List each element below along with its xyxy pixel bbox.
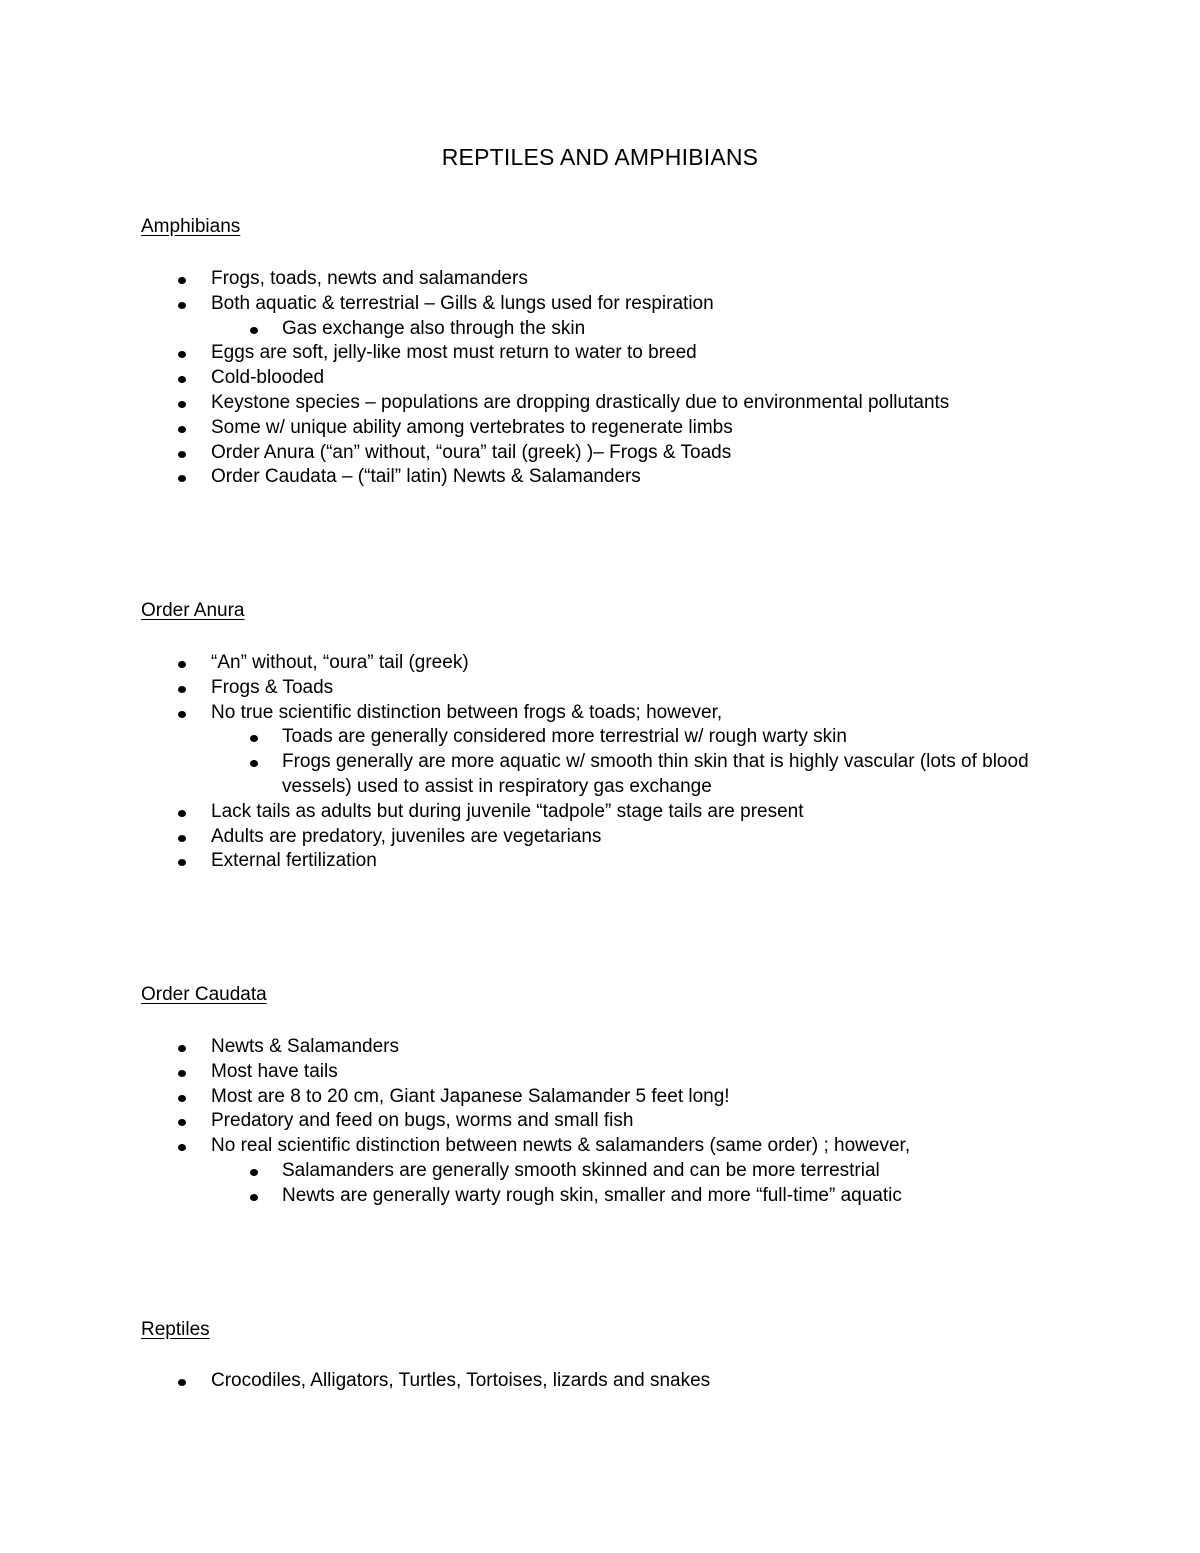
- list-item: Lack tails as adults but during juvenile “tadpole” stage tails are present: [0, 800, 1200, 825]
- bullet-icon: [178, 376, 186, 383]
- bullet-icon: [178, 351, 186, 358]
- section-heading-amphibians: Amphibians: [141, 216, 241, 237]
- section-heading-order-caudata: Order Caudata: [141, 984, 267, 1005]
- bullet-icon: [250, 327, 258, 334]
- bullet-icon: [250, 1194, 258, 1201]
- order-caudata-list: [0, 1035, 1200, 1209]
- bullet-icon: [178, 1379, 186, 1386]
- bullet-icon: [178, 475, 186, 482]
- list-item: Adults are predatory, juveniles are vegetarians: [0, 825, 1200, 850]
- list-item: Crocodiles, Alligators, Turtles, Tortoises, lizards and snakes: [0, 1369, 1200, 1394]
- bullet-icon: [178, 1144, 186, 1151]
- sub-list-item: Toads are generally considered more terrestrial w/ rough warty skin: [0, 725, 1200, 750]
- bullet-icon: [178, 1095, 186, 1102]
- list-item: Order Anura (“an” without, “oura” tail (greek) )– Frogs & Toads: [0, 441, 1200, 466]
- list-item: Most have tails: [0, 1060, 1200, 1085]
- bullet-icon: [178, 1045, 186, 1052]
- list-item: Some w/ unique ability among vertebrates to regenerate limbs: [0, 416, 1200, 441]
- list-item: External fertilization: [0, 849, 1200, 874]
- list-item: Newts & Salamanders: [0, 1035, 1200, 1060]
- section-heading-reptiles: Reptiles: [141, 1319, 210, 1340]
- list-item: Frogs, toads, newts and salamanders: [0, 267, 1200, 292]
- list-item: Both aquatic & terrestrial – Gills & lungs used for respiration: [0, 292, 1200, 317]
- amphibians-list: [0, 267, 1200, 490]
- section-heading-order-anura: Order Anura: [141, 600, 245, 621]
- bullet-icon: [178, 810, 186, 817]
- bullet-icon: [178, 451, 186, 458]
- sub-list-item: Frogs generally are more aquatic w/ smooth thin skin that is highly vascular (lots of blood vessels) used to assist in respiratory gas exchange: [0, 750, 1052, 800]
- bullet-icon: [178, 302, 186, 309]
- page-title: REPTILES AND AMPHIBIANS: [441, 144, 759, 170]
- sub-list-item: Salamanders are generally smooth skinned and can be more terrestrial: [0, 1159, 1200, 1184]
- order-anura-list: [0, 651, 1200, 874]
- bullet-icon: [178, 661, 186, 668]
- list-item: Keystone species – populations are dropping drastically due to environmental pollutants: [0, 391, 1200, 416]
- bullet-icon: [178, 835, 186, 842]
- list-item: Order Caudata – (“tail” latin) Newts & Salamanders: [0, 465, 1200, 490]
- bullet-icon: [178, 1070, 186, 1077]
- reptiles-list: [0, 1369, 1200, 1394]
- list-item: Frogs & Toads: [0, 676, 1200, 701]
- bullet-icon: [178, 686, 186, 693]
- bullet-icon: [250, 760, 258, 767]
- bullet-icon: [178, 401, 186, 408]
- sub-list-item: Gas exchange also through the skin: [0, 317, 1200, 342]
- sub-list-item: Newts are generally warty rough skin, smaller and more “full-time” aquatic: [0, 1184, 1200, 1209]
- list-item: “An” without, “oura” tail (greek): [0, 651, 1200, 676]
- bullet-icon: [178, 711, 186, 718]
- bullet-icon: [178, 426, 186, 433]
- list-item: No real scientific distinction between newts & salamanders (same order) ; however,: [0, 1134, 1200, 1159]
- list-item: Eggs are soft, jelly-like most must return to water to breed: [0, 341, 1200, 366]
- list-item: Most are 8 to 20 cm, Giant Japanese Salamander 5 feet long!: [0, 1085, 1200, 1110]
- list-item: No true scientific distinction between frogs & toads; however,: [0, 701, 1200, 726]
- bullet-icon: [178, 859, 186, 866]
- list-item: Predatory and feed on bugs, worms and small fish: [0, 1109, 1200, 1134]
- bullet-icon: [250, 1169, 258, 1176]
- bullet-icon: [250, 735, 258, 742]
- list-item: Cold-blooded: [0, 366, 1200, 391]
- bullet-icon: [178, 1119, 186, 1126]
- bullet-icon: [178, 277, 186, 284]
